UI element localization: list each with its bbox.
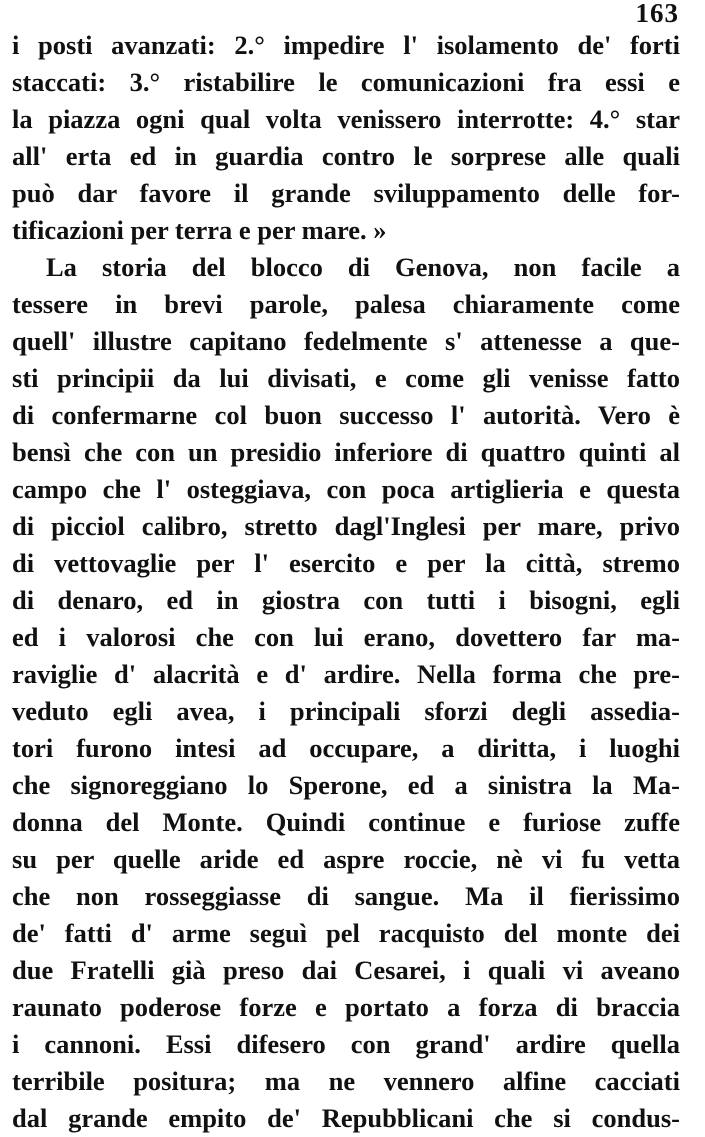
body-text [12, 27, 680, 1137]
text-line: ed i valorosi che con lui erano, dovettero far ma- [12, 622, 680, 652]
text-line: i cannoni. Essi difesero con grand' ardire quella [12, 1029, 680, 1059]
text-line: di confermarne col buon successo l' autorità. Vero è [12, 400, 680, 430]
text-line: de' fatti d' arme seguì pel racquisto del monte dei [12, 918, 680, 948]
text-line: i posti avanzati: 2.° impedire l' isolamento de' forti [12, 30, 680, 60]
text-line: due Fratelli già preso dai Cesarei, i quali vi aveano [12, 955, 680, 985]
page-number: 163 [635, 0, 679, 28]
text-line: raunato poderose forze e portato a forza di braccia [12, 992, 680, 1022]
text-line: bensì che con un presidio inferiore di quattro quinti al [12, 437, 680, 467]
text-line: sti principii da lui divisati, e come gli venisse fatto [12, 363, 680, 393]
paragraph-start-line: La storia del blocco di Genova, non facile a [46, 252, 680, 282]
text-line: donna del Monte. Quindi continue e furiose zuffe [12, 807, 680, 837]
text-line: dal grande empito de' Repubblicani che si condus- [12, 1103, 680, 1133]
text-line: veduto egli avea, i principali sforzi degli assedia- [12, 696, 680, 726]
text-line: la piazza ogni qual volta venissero interrotte: 4.° star [12, 104, 680, 134]
text-line: all' erta ed in guardia contro le sorprese alle quali [12, 141, 680, 171]
text-line: campo che l' osteggiava, con poca artiglieria e questa [12, 474, 680, 504]
text-line: che non rosseggiasse di sangue. Ma il fierissimo [12, 881, 680, 911]
text-line: tori furono intesi ad occupare, a diritta, i luoghi [12, 733, 680, 763]
text-line: di denaro, ed in giostra con tutti i bisogni, egli [12, 585, 680, 615]
text-line: di picciol calibro, stretto dagl'Inglesi per mare, privo [12, 511, 680, 541]
text-line: tificazioni per terra e per mare. » [12, 215, 387, 245]
text-line: di vettovaglie per l' esercito e per la città, stremo [12, 548, 680, 578]
text-line: che signoreggiano lo Sperone, ed a sinistra la Ma- [12, 770, 680, 800]
text-line: terribile positura; ma ne vennero alfine cacciati [12, 1066, 680, 1096]
text-line: tessere in brevi parole, palesa chiaramente come [12, 289, 680, 319]
text-line: raviglie d' alacrità e d' ardire. Nella forma che pre- [12, 659, 680, 689]
text-line: su per quelle aride ed aspre roccie, nè vi fu vetta [12, 844, 680, 874]
text-line: staccati: 3.° ristabilire le comunicazioni fra essi e [12, 67, 680, 97]
text-line: quell' illustre capitano fedelmente s' attenesse a que- [12, 326, 680, 356]
text-line: può dar favore il grande sviluppamento delle for- [12, 178, 680, 208]
